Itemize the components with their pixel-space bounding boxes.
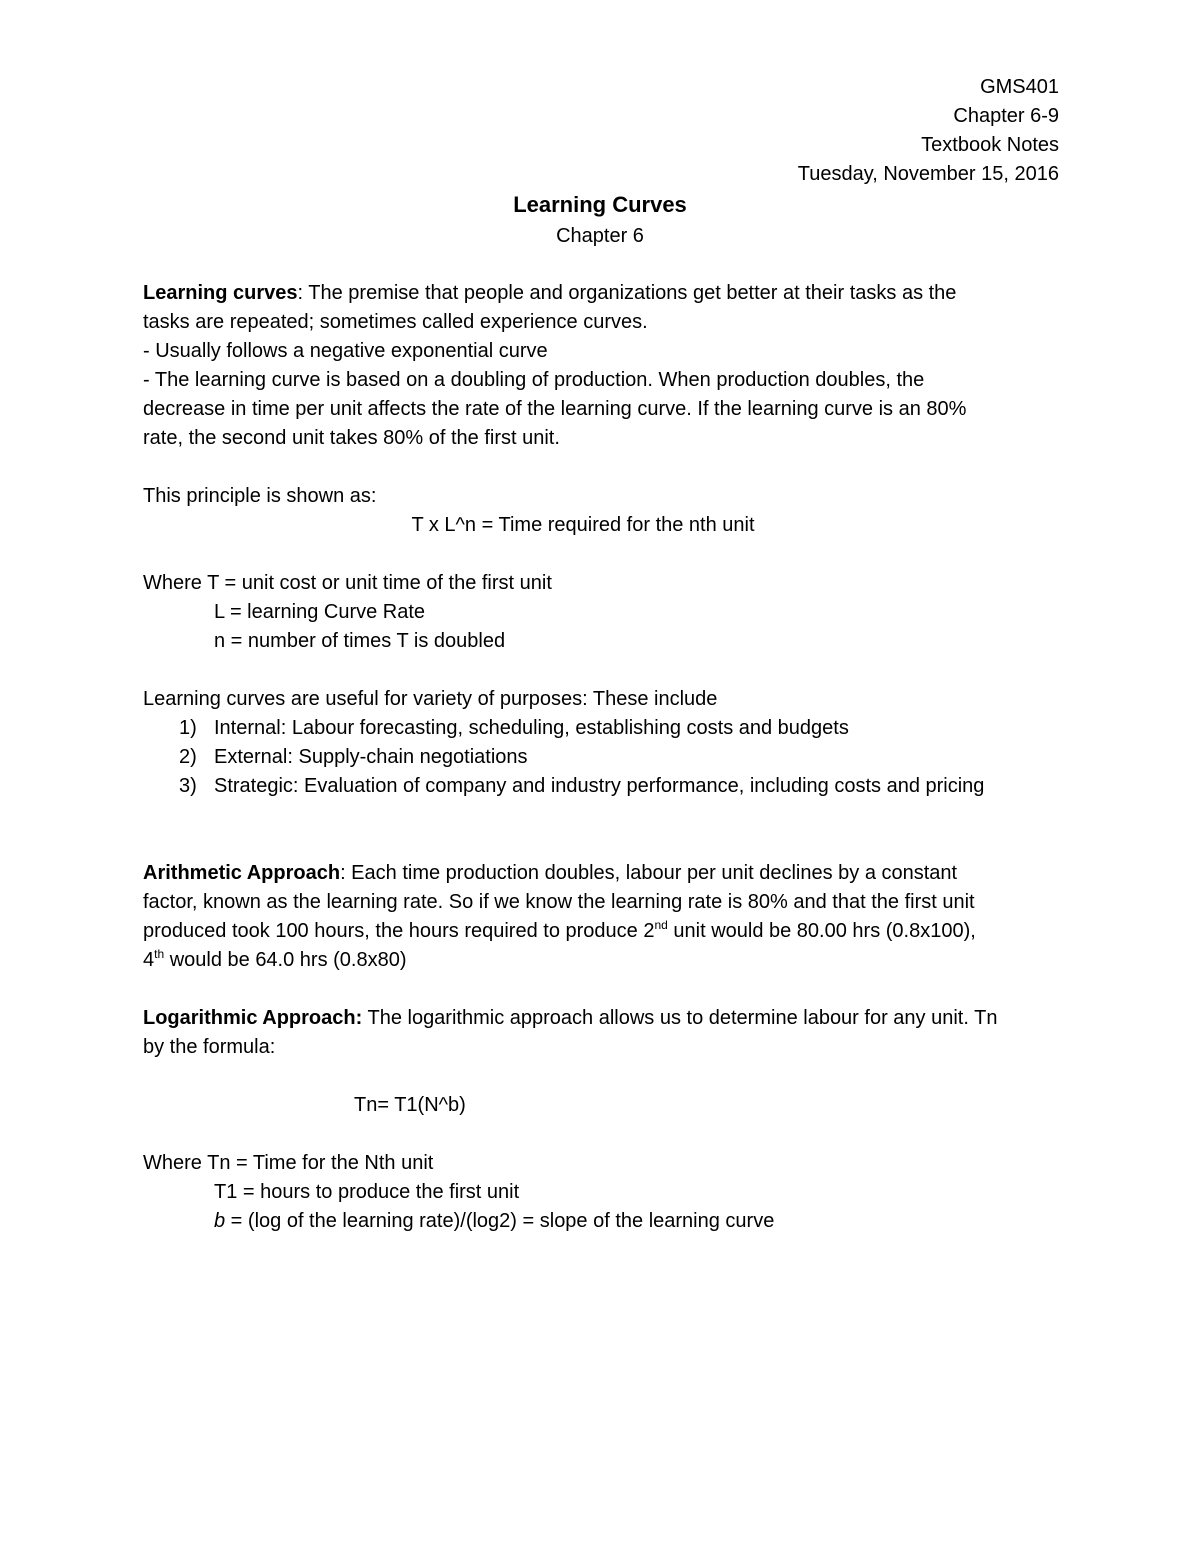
principle-formula: T x L^n = Time required for the nth unit	[411, 514, 755, 536]
list-item	[143, 714, 1063, 743]
ordinal-suffix: th	[154, 947, 165, 961]
list-number: 1)	[179, 717, 197, 739]
title-block	[0, 189, 1200, 249]
definition-term: Learning curves	[143, 282, 298, 304]
principle-where-n: n = number of times T is doubled	[214, 630, 506, 652]
page-subtitle: Chapter 6	[556, 225, 644, 247]
ordinal-suffix: nd	[654, 918, 668, 932]
document-type: Textbook Notes	[921, 134, 1059, 156]
arithmetic-line-1	[143, 859, 1063, 888]
page-title: Learning Curves	[513, 192, 687, 217]
spacer	[143, 830, 1063, 859]
logarithmic-text: The logarithmic approach allows us to determine labour for any unit. Tn	[362, 1007, 998, 1029]
definition-line-1	[143, 279, 1063, 308]
arithmetic-line-4	[143, 946, 1063, 975]
document-header	[559, 73, 1059, 189]
document-body	[143, 279, 1063, 1236]
list-number: 2)	[179, 746, 197, 768]
logarithmic-line-2: by the formula:	[143, 1036, 276, 1058]
spacer	[143, 975, 1063, 1004]
principle-intro: This principle is shown as:	[143, 485, 377, 507]
spacer	[143, 1120, 1063, 1149]
principle-where-t: Where T = unit cost or unit time of the first unit	[143, 572, 552, 594]
spacer	[143, 656, 1063, 685]
definition-bullet-2-line-1: - The learning curve is based on a doubling of production. When production doubles, the	[143, 369, 925, 391]
spacer	[143, 1062, 1063, 1091]
logarithmic-formula: Tn= T1(N^b)	[354, 1094, 466, 1116]
spacer	[143, 801, 1063, 830]
list-item	[143, 743, 1063, 772]
document-date: Tuesday, November 15, 2016	[797, 163, 1059, 185]
arithmetic-line-3-tail: unit would be 80.00 hrs (0.8x100),	[667, 920, 976, 942]
arithmetic-term: Arithmetic Approach	[143, 862, 341, 884]
list-text: Internal: Labour forecasting, scheduling, establishing costs and budgets	[214, 717, 849, 739]
principle-where-l: L = learning Curve Rate	[214, 601, 426, 623]
logarithmic-where-t1: T1 = hours to produce the first unit	[214, 1181, 520, 1203]
definition-line-2: tasks are repeated; sometimes called experience curves.	[143, 311, 648, 333]
logarithmic-line-1	[143, 1004, 1063, 1033]
logarithmic-where-b	[143, 1207, 1063, 1236]
logarithmic-where-tn: Where Tn = Time for the Nth unit	[143, 1152, 434, 1174]
logarithmic-where-b-text: = (log of the learning rate)/(log2) = slope of the learning curve	[225, 1210, 775, 1232]
definition-bullet-1: - Usually follows a negative exponential curve	[143, 340, 548, 362]
arithmetic-line-4-tail: would be 64.0 hrs (0.8x80)	[164, 949, 407, 971]
list-item	[143, 772, 1063, 801]
arithmetic-line-4-text: 4	[143, 949, 155, 971]
list-number: 3)	[179, 775, 197, 797]
definition-bullet-2-line-2: decrease in time per unit affects the rate of the learning curve. If the learning curve is an 80%	[143, 398, 967, 420]
arithmetic-line-3-text: produced took 100 hours, the hours required to produce 2	[143, 920, 655, 942]
definition-text: : The premise that people and organizations get better at their tasks as the	[297, 282, 957, 304]
chapter-range: Chapter 6-9	[953, 105, 1059, 127]
course-code: GMS401	[980, 76, 1059, 98]
spacer	[143, 453, 1063, 482]
spacer	[143, 540, 1063, 569]
variable-b: b	[214, 1210, 226, 1232]
list-text: External: Supply-chain negotiations	[214, 746, 528, 768]
arithmetic-line-2: factor, known as the learning rate. So if we know the learning rate is 80% and that the first unit	[143, 891, 975, 913]
arithmetic-line-3	[143, 917, 1063, 946]
uses-intro: Learning curves are useful for variety of purposes: These include	[143, 688, 718, 710]
definition-bullet-2-line-3: rate, the second unit takes 80% of the first unit.	[143, 427, 560, 449]
list-text: Strategic: Evaluation of company and industry performance, including costs and pricing	[214, 775, 985, 797]
logarithmic-term: Logarithmic Approach:	[143, 1007, 363, 1029]
arithmetic-text: : Each time production doubles, labour per unit declines by a constant	[340, 862, 958, 884]
